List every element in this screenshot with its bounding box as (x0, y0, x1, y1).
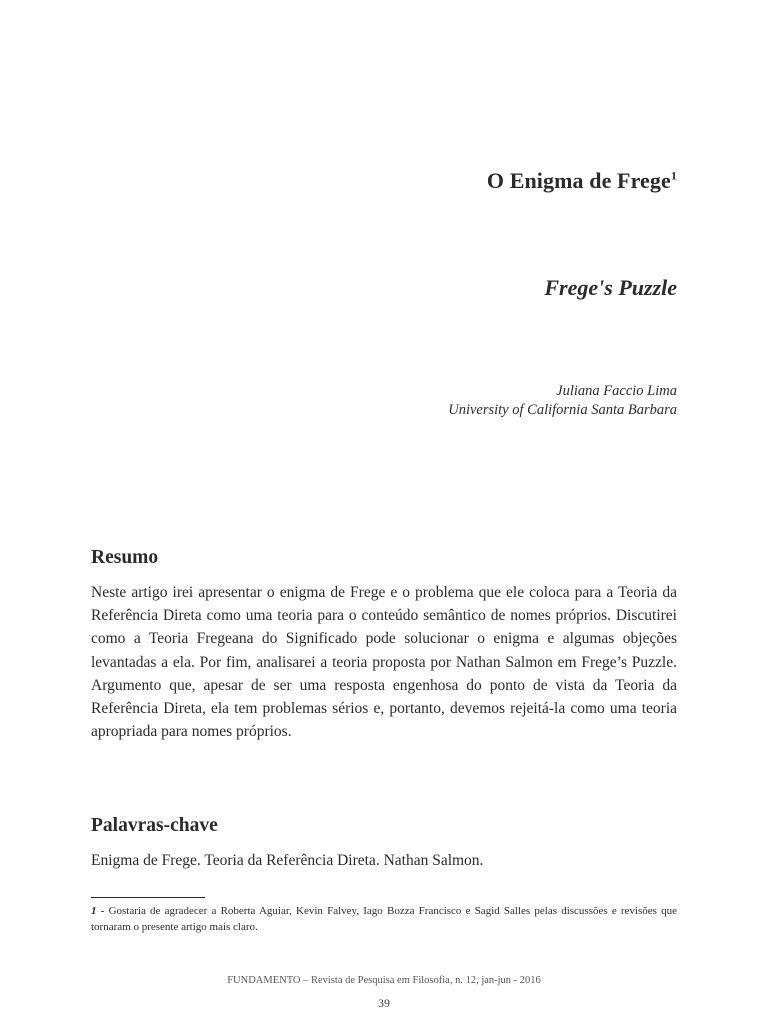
journal-footer: FUNDAMENTO – Revista de Pesquisa em Filosofia, n. 12, jan-jun - 2016 (227, 975, 541, 986)
page-number: 39 (378, 996, 390, 1010)
abstract-heading: Resumo (91, 547, 159, 568)
article-subtitle: Frege's Puzzle (544, 275, 677, 300)
footnote (91, 904, 677, 935)
author-affiliation: University of California Santa Barbara (448, 402, 677, 418)
author-name: Juliana Faccio Lima (556, 383, 677, 399)
article-title (487, 168, 677, 194)
footnote-marker: 1 - (91, 905, 105, 917)
author-block (448, 382, 677, 420)
article-title-text: O Enigma de Frege (486, 168, 671, 193)
footnote-divider (91, 897, 205, 898)
abstract-text: Neste artigo irei apresentar o enigma de Frege e o problema que ele coloca para a Teoria da Referência Direta como uma teoria para o conteúdo semântico de nomes próprios. Discutirei como a Teoria Fregeana do Significado pode solucionar o enigma e algumas objeções levantadas a ela. Por fim, analisarei a teoria proposta por Nathan Salmon em Frege’s Puzzle. Argumento que, apesar de ser uma resposta engenhosa do ponto de vista da Teoria da Referência Direta, ela tem problemas sérios e, portanto, devemos rejeitá-la como uma teoria apropriada para nomes próprios. (91, 584, 677, 741)
footnote-text: Gostaria de agradecer a Roberta Aguiar, Kevin Falvey, Iago Bozza Francisco e Sagid Salles pelas discussões e revisões que tornaram o presente artigo mais claro. (91, 905, 678, 933)
title-footnote-marker[interactable]: 1 (670, 168, 677, 183)
keywords-text: Enigma de Frege. Teoria da Referência Direta. Nathan Salmon. (91, 852, 484, 869)
keywords-heading: Palavras-chave (91, 815, 218, 836)
